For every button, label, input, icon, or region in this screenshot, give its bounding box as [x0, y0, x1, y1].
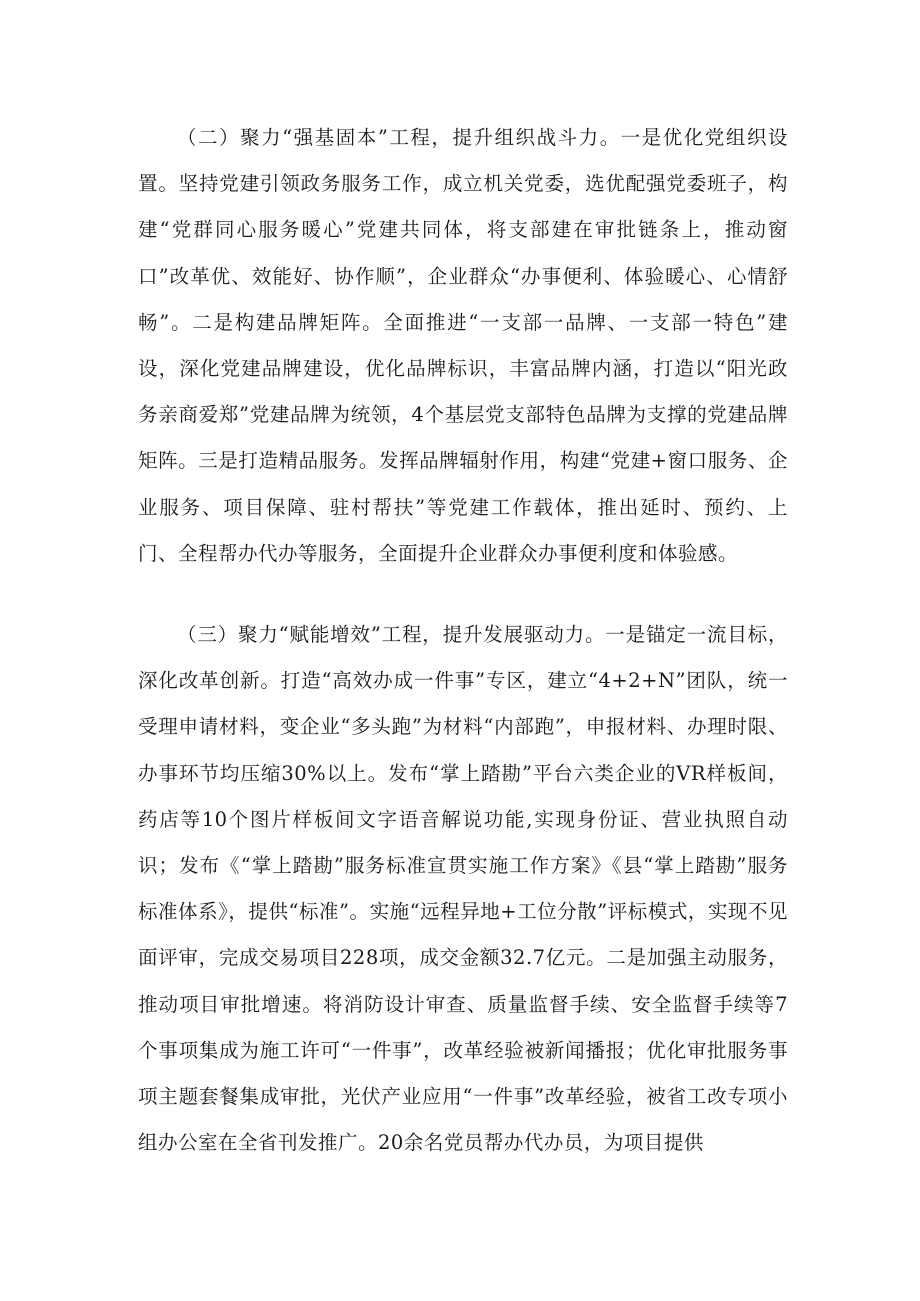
paragraph-party-building: （二）聚力“强基固本”工程，提升组织战斗力。一是优化党组织设置。坚持党建引领政务服务工作，成立机关党委，选优配强党委班子，构建“党群同心服务暖心”党建共同体，将支部建在审批链条上，推动窗口”改革优、效能好、协作顺”，企业群众“办事便利、体验暖心、心情舒畅”。二是构建品牌矩阵。全面推进“一支部一品牌、一支部一特色”建设，深化党建品牌建设，优化品牌标识，丰富品牌内涵，打造以“阳光政务亲商爱郑”党建品牌为统领，4个基层党支部特色品牌为支撑的党建品牌矩阵。三是打造精品服务。发挥品牌辐射作用，构建“党建+窗口服务、企业服务、项目保障、驻村帮扶”等党建工作载体，推出延时、预约、上门、全程帮办代办等服务，全面提升企业群众办事便利度和体验感。 — [138, 126, 788, 565]
paragraph-empowerment: （三）聚力“赋能增效”工程，提升发展驱动力。一是锚定一流目标，深化改革创新。打造“高效办成一件事”专区，建立“4+2+N”团队，统一受理申请材料，变企业“多头跑”为材料“内部跑”，申报材料、办理时限、办事环节均压缩30%以上。发布“掌上踏勘”平台六类企业的VR样板间，药店等10个图片样板间文字语音解说功能,实现身份证、营业执照自动识；发布《“掌上踏勘”服务标准宣贯实施工作方案》《县“掌上踏勘”服务标准体系》，提供“标准”。实施“远程异地+工位分散”评标模式，实现不见面评审，完成交易项目228项，成交金额32.7亿元。二是加强主动服务，推动项目审批增速。将消防设计审查、质量监督手续、安全监督手续等7个事项集成为施工许可“一件事”，改革经验被新闻播报；优化审批服务事项主题套餐集成审批，光伏产业应用“一件事”改革经验，被省工改专项小组办公室在全省刊发推广。20余名党员帮办代办员，为项目提供 — [138, 623, 788, 1155]
